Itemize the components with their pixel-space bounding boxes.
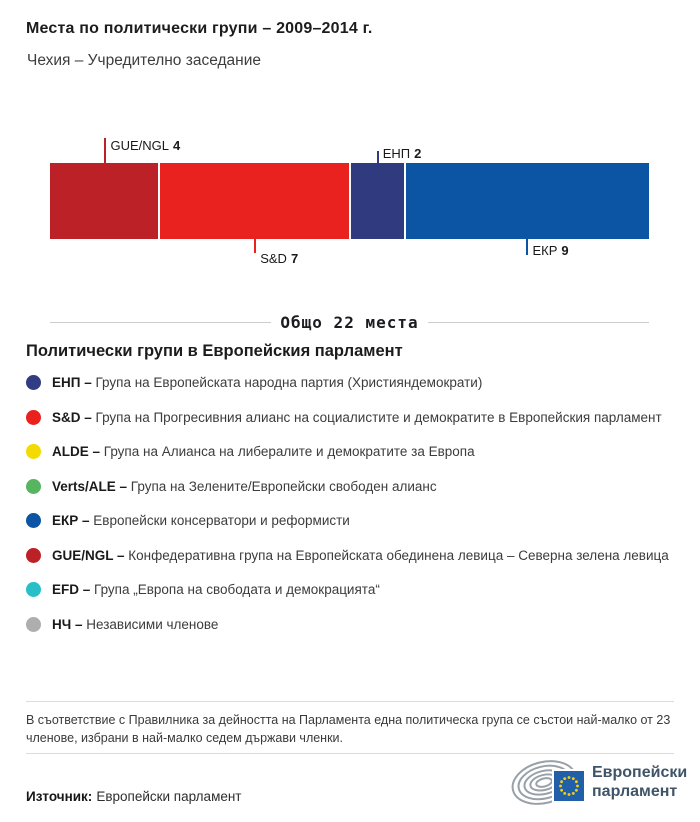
seat-bar-chart [0,130,700,275]
legend-item-ALDE [26,441,676,463]
european-parliament-logo [510,758,690,806]
callout-tick-S&D [254,239,256,253]
callout-tick-ЕНП [377,151,379,163]
legend-item-description: Група на Алианса на либералите и демократите за Европа [103,444,475,459]
bar-segment-ЕНП [351,163,405,239]
legend-item-text [52,476,437,498]
page-subtitle: Чехия – Учредително заседание [27,52,261,69]
group-code: ЕНП [382,146,411,161]
group-seats: 4 [172,138,181,153]
legend-item-text [52,545,669,567]
group-seats: 9 [561,243,569,258]
legend-item-S&D [26,407,676,429]
legend-item-text [52,510,350,532]
source-line [26,789,242,804]
legend-item-description: Независими членове [86,616,219,632]
footnote-bottom-rule [26,753,674,754]
legend-item-EFD [26,579,676,601]
legend-item-text [52,441,475,463]
bar-segment-S&D [160,163,349,239]
eu-flag-icon [554,771,584,801]
source-value: Европейски парламент [96,789,242,804]
hemicycle-swirl-icon [510,758,586,806]
page-title: Места по политически групи – 2009–2014 г. [26,20,373,37]
legend-item-code: ЕНП – [52,375,96,390]
legend-dot-Verts/ALE [26,479,41,494]
group-code: ЕКР [532,243,558,258]
legend-item-text [52,407,662,429]
bar-segment-GUE/NGL [50,163,158,239]
legend-item-description: Група на Прогресивния алианс на социалистите и демократите в Европейския парламент [95,409,662,425]
legend-dot-НЧ [26,617,41,632]
legend-item-code: ЕКР – [52,513,94,528]
divider-line-right [428,322,649,323]
legend-dot-S&D [26,410,41,425]
callout-label-S&D [260,251,298,266]
legend-item-code: ALDE – [52,444,104,459]
total-seats-divider [50,313,649,332]
legend-dot-EFD [26,582,41,597]
legend-item-text [52,579,380,601]
legend-item-description: Група на Зелените/Европейски свободен алианс [130,478,437,494]
legend-dot-GUE/NGL [26,548,41,563]
legend-dot-ЕНП [26,375,41,390]
group-code: GUE/NGL [110,138,169,153]
logo-line2: парламент [592,783,678,800]
legend-item-code: Verts/ALE – [52,478,131,494]
logo-line1: Европейски [592,764,688,781]
callout-label-ЕНП [383,146,422,161]
footnote: В съответствие с Правилника за дейността на Парламента една политическа група се състои най-малко от 23 членове, избрани в най-малко седем държави членки. [26,713,671,745]
legend-item-description: Европейски консерватори и реформисти [93,513,350,528]
legend-item-code: НЧ – [52,616,87,632]
group-code: S&D [260,251,287,266]
legend-list [26,372,676,648]
legend-item-description: Конфедеративна група на Европейската обединена левица – Северна зелена левица [128,547,669,563]
bar-segment-ЕКР [406,163,649,239]
legend-item-ЕНП [26,372,676,394]
callout-label-ЕКР [532,243,568,258]
logo-wordmark [592,763,687,801]
legend-item-text [52,372,482,394]
legend-item-Verts/ALE [26,476,676,498]
legend-heading: Политически групи в Европейския парламент [26,342,403,360]
callout-label-GUE/NGL [110,138,180,153]
total-seats-label: Общо 22 места [280,313,419,332]
group-seats: 7 [290,251,299,266]
source-label: Източник: [26,789,93,804]
stacked-bar [50,163,649,239]
legend-item-code: GUE/NGL – [52,547,129,563]
legend-item-code: EFD – [52,582,95,597]
legend-item-description: Група на Европейската народна партия (Християндемократи) [95,375,483,390]
divider-line-left [50,322,271,323]
legend-item-ЕКР [26,510,676,532]
legend-item-code: S&D – [52,409,96,425]
footnote-top-rule [26,701,674,702]
legend-item-description: Група „Европа на свободата и демокрацията“ [94,582,380,597]
group-seats: 2 [414,146,422,161]
callout-tick-GUE/NGL [104,138,106,163]
legend-item-text [52,614,218,636]
legend-item-НЧ [26,614,676,636]
callout-tick-ЕКР [526,239,528,255]
legend-item-GUE/NGL [26,545,676,567]
legend-dot-ALDE [26,444,41,459]
legend-dot-ЕКР [26,513,41,528]
